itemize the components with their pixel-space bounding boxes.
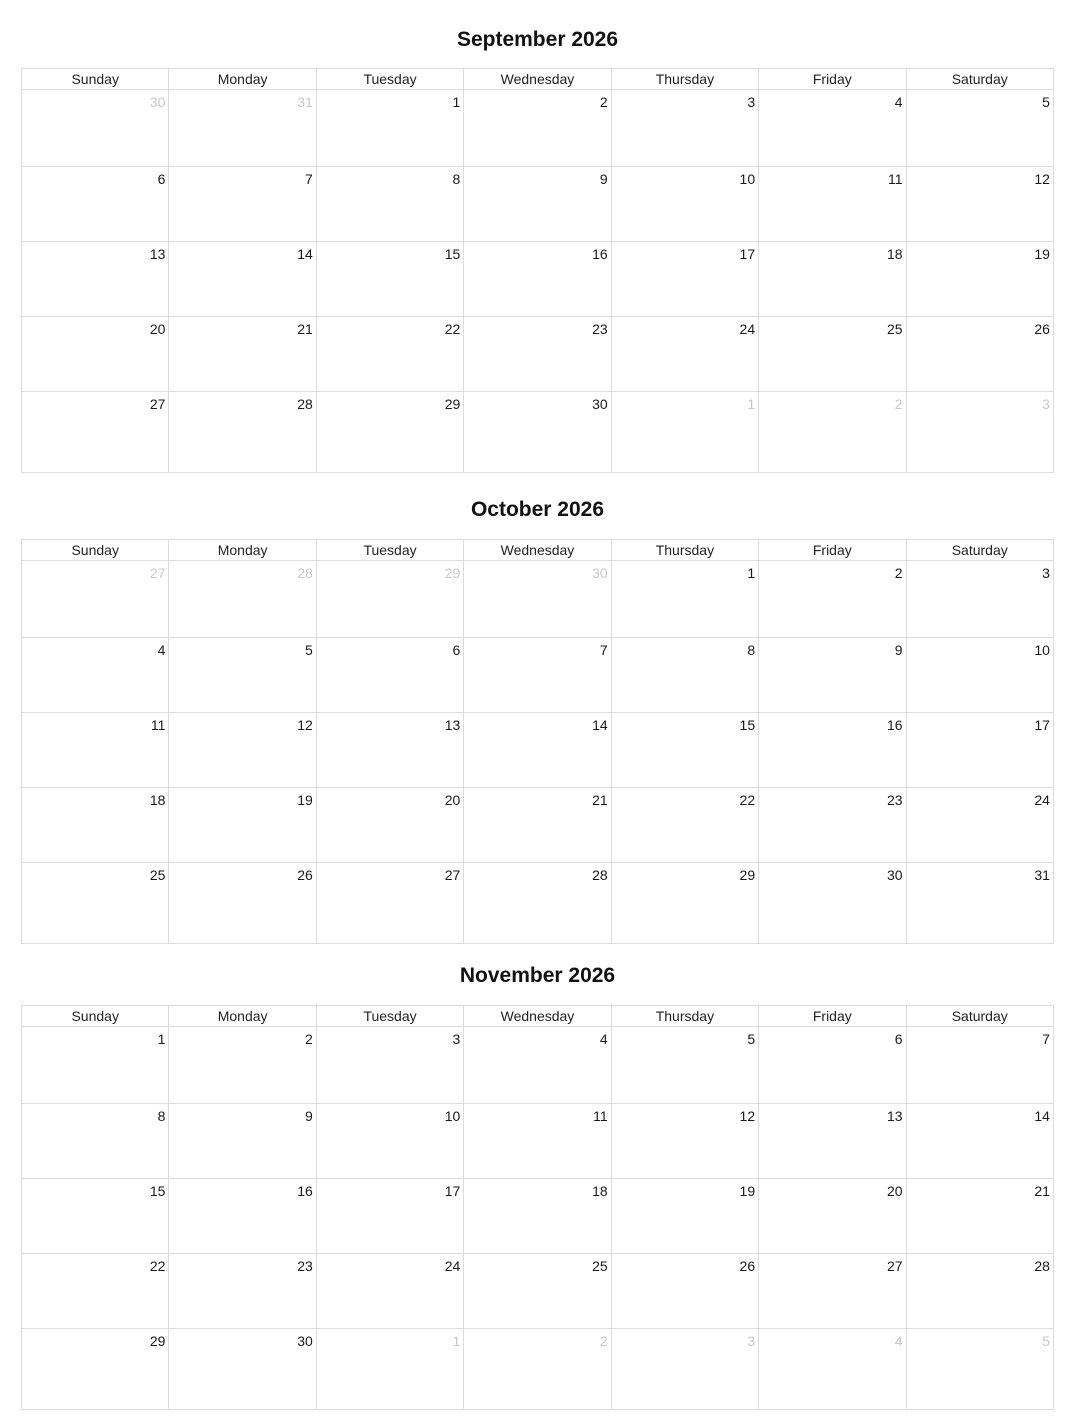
day-cell-adjacent-month[interactable] — [316, 1329, 463, 1409]
day-number: 23 — [592, 321, 608, 337]
day-cell[interactable] — [22, 1179, 168, 1253]
day-cell-adjacent-month[interactable] — [758, 392, 905, 472]
day-number: 27 — [149, 565, 166, 581]
week-row — [22, 561, 1053, 637]
day-number: 12 — [1034, 171, 1050, 187]
day-cell-adjacent-month[interactable] — [611, 392, 758, 472]
weekday-header-tuesday: Tuesday — [316, 540, 463, 560]
day-cell[interactable] — [758, 1104, 905, 1178]
day-number: 6 — [157, 171, 166, 187]
weekday-header-wednesday: Wednesday — [463, 1006, 610, 1026]
day-number: 2 — [305, 1031, 313, 1047]
day-cell[interactable] — [758, 713, 905, 787]
day-number: 9 — [599, 171, 608, 187]
day-number: 18 — [149, 792, 166, 808]
day-number: 3 — [747, 94, 756, 110]
day-number: 24 — [1034, 792, 1050, 808]
weekday-header-tuesday: Tuesday — [316, 1006, 463, 1026]
day-cell-adjacent-month[interactable] — [22, 561, 168, 637]
day-number: 1 — [452, 94, 461, 110]
weekday-header-thursday: Thursday — [611, 1006, 758, 1026]
day-number: 30 — [592, 396, 608, 412]
week-row — [22, 1103, 1053, 1178]
day-cell[interactable] — [906, 317, 1053, 391]
day-cell-adjacent-month[interactable] — [611, 1329, 758, 1409]
day-number: 23 — [886, 792, 903, 808]
day-cell[interactable] — [22, 392, 168, 472]
day-cell[interactable] — [168, 1027, 315, 1103]
day-number: 29 — [444, 565, 461, 581]
day-number: 13 — [444, 717, 461, 733]
day-cell[interactable] — [758, 1254, 905, 1328]
day-cell[interactable] — [611, 1104, 758, 1178]
day-number: 20 — [444, 792, 461, 808]
day-cell[interactable] — [758, 788, 905, 862]
day-cell[interactable] — [906, 713, 1053, 787]
day-number: 11 — [593, 1108, 608, 1124]
day-cell[interactable] — [758, 638, 905, 712]
day-number: 18 — [886, 246, 903, 262]
day-cell[interactable] — [463, 392, 610, 472]
day-cell[interactable] — [22, 317, 168, 391]
day-number: 2 — [599, 1333, 608, 1349]
week-row — [22, 862, 1053, 943]
day-cell[interactable] — [22, 1254, 168, 1328]
day-cell[interactable] — [463, 317, 610, 391]
day-cell[interactable] — [316, 1179, 463, 1253]
day-cell[interactable] — [758, 863, 905, 943]
day-cell[interactable] — [906, 1104, 1053, 1178]
weekday-header-row — [22, 1006, 1053, 1027]
day-cell[interactable] — [316, 392, 463, 472]
day-number: 28 — [297, 565, 313, 581]
week-row — [22, 241, 1053, 316]
day-cell[interactable] — [316, 788, 463, 862]
day-number: 5 — [305, 642, 313, 658]
day-number: 26 — [297, 867, 313, 883]
weekday-header-sunday: Sunday — [71, 542, 119, 558]
day-cell[interactable] — [611, 167, 758, 241]
day-number: 3 — [747, 1333, 756, 1349]
day-cell[interactable] — [168, 392, 315, 472]
day-cell[interactable] — [758, 1179, 905, 1253]
weeks — [22, 561, 1053, 943]
day-number: 5 — [1042, 94, 1050, 110]
day-cell[interactable] — [906, 167, 1053, 241]
day-number: 30 — [297, 1333, 313, 1349]
day-cell[interactable] — [463, 1027, 610, 1103]
day-number: 14 — [1034, 1108, 1050, 1124]
day-cell[interactable] — [611, 788, 758, 862]
day-number: 27 — [444, 867, 461, 883]
day-number: 10 — [1034, 642, 1050, 658]
day-cell[interactable] — [316, 638, 463, 712]
day-cell[interactable] — [316, 242, 463, 316]
month-title: October 2026 — [470, 498, 605, 521]
day-number: 28 — [592, 867, 608, 883]
day-cell[interactable] — [758, 167, 905, 241]
day-number: 5 — [1042, 1333, 1050, 1349]
day-cell[interactable] — [463, 1254, 610, 1328]
day-number: 13 — [886, 1108, 903, 1124]
day-cell[interactable] — [316, 167, 463, 241]
calendar-grid — [21, 539, 1054, 944]
weekday-header-row — [22, 540, 1053, 561]
day-number: 4 — [894, 1333, 903, 1349]
day-cell[interactable] — [168, 863, 315, 943]
day-number: 10 — [739, 171, 756, 187]
day-number: 27 — [886, 1258, 903, 1274]
day-number: 4 — [894, 94, 903, 110]
day-number: 25 — [886, 321, 903, 337]
day-cell[interactable] — [611, 713, 758, 787]
day-number: 2 — [894, 565, 903, 581]
day-number: 13 — [149, 246, 166, 262]
day-cell[interactable] — [758, 90, 905, 166]
day-number: 6 — [894, 1031, 903, 1047]
day-number: 8 — [157, 1108, 166, 1124]
weekday-header-sunday: Sunday — [71, 71, 119, 87]
day-cell-adjacent-month[interactable] — [22, 90, 168, 166]
day-number: 1 — [747, 396, 756, 412]
day-cell[interactable] — [168, 317, 315, 391]
day-cell[interactable] — [316, 713, 463, 787]
month-title: September 2026 — [456, 28, 619, 51]
weekday-header-friday: Friday — [758, 540, 905, 560]
day-number: 2 — [894, 396, 903, 412]
day-number: 25 — [592, 1258, 608, 1274]
day-number: 29 — [739, 867, 756, 883]
day-cell[interactable] — [22, 788, 168, 862]
day-cell[interactable] — [168, 242, 315, 316]
weekday-header-monday: Monday — [168, 69, 315, 89]
day-number: 22 — [149, 1258, 166, 1274]
week-row — [22, 166, 1053, 241]
day-cell[interactable] — [906, 1254, 1053, 1328]
weekday-header-monday: Monday — [168, 540, 315, 560]
day-number: 20 — [886, 1183, 903, 1199]
weekday-header-tuesday: Tuesday — [316, 69, 463, 89]
day-number: 30 — [149, 94, 166, 110]
day-number: 21 — [1034, 1183, 1050, 1199]
day-cell[interactable] — [758, 317, 905, 391]
day-number: 15 — [444, 246, 461, 262]
day-cell[interactable] — [22, 1104, 168, 1178]
day-cell[interactable] — [168, 788, 315, 862]
day-cell[interactable] — [463, 863, 610, 943]
day-cell[interactable] — [463, 638, 610, 712]
day-number: 12 — [297, 717, 313, 733]
weeks — [22, 90, 1053, 472]
weekday-header-friday: Friday — [758, 1006, 905, 1026]
day-number: 8 — [452, 171, 461, 187]
day-number: 26 — [739, 1258, 756, 1274]
day-number: 8 — [747, 642, 756, 658]
day-cell[interactable] — [611, 561, 758, 637]
day-cell[interactable] — [316, 1027, 463, 1103]
day-cell[interactable] — [22, 242, 168, 316]
day-cell-adjacent-month[interactable] — [463, 561, 610, 637]
day-number: 4 — [157, 642, 166, 658]
day-number: 17 — [739, 246, 756, 262]
day-number: 9 — [894, 642, 903, 658]
day-number: 19 — [1034, 246, 1050, 262]
week-row — [22, 391, 1053, 472]
day-number: 28 — [1034, 1258, 1050, 1274]
weekday-header-saturday: Saturday — [906, 540, 1053, 560]
day-cell[interactable] — [611, 1027, 758, 1103]
day-number: 1 — [452, 1333, 461, 1349]
day-cell[interactable] — [316, 1254, 463, 1328]
day-number: 12 — [739, 1108, 756, 1124]
day-number: 10 — [444, 1108, 461, 1124]
day-cell[interactable] — [168, 638, 315, 712]
day-number: 19 — [297, 792, 313, 808]
day-cell[interactable] — [168, 1254, 315, 1328]
day-cell-adjacent-month[interactable] — [758, 1329, 905, 1409]
weekday-header-wednesday: Wednesday — [463, 540, 610, 560]
week-row — [22, 1328, 1053, 1409]
day-number: 17 — [1034, 717, 1050, 733]
day-number: 14 — [297, 246, 313, 262]
weekday-header-row — [22, 69, 1053, 90]
day-number: 31 — [1034, 867, 1050, 883]
day-cell-adjacent-month[interactable] — [463, 1329, 610, 1409]
day-number: 26 — [1034, 321, 1050, 337]
week-row — [22, 316, 1053, 391]
day-cell[interactable] — [611, 242, 758, 316]
day-cell[interactable] — [906, 242, 1053, 316]
day-number: 29 — [444, 396, 461, 412]
day-cell-adjacent-month[interactable] — [168, 90, 315, 166]
day-number: 24 — [444, 1258, 461, 1274]
day-number: 16 — [886, 717, 903, 733]
day-cell[interactable] — [316, 90, 463, 166]
day-number: 22 — [739, 792, 756, 808]
day-cell[interactable] — [22, 1027, 168, 1103]
day-number: 30 — [886, 867, 903, 883]
calendar-grid — [21, 1005, 1054, 1410]
day-cell[interactable] — [906, 1027, 1053, 1103]
day-number: 20 — [149, 321, 166, 337]
day-number: 1 — [157, 1031, 166, 1047]
day-cell[interactable] — [22, 638, 168, 712]
week-row — [22, 1178, 1053, 1253]
day-cell-adjacent-month[interactable] — [168, 561, 315, 637]
weeks — [22, 1027, 1053, 1409]
day-number: 18 — [592, 1183, 608, 1199]
day-number: 7 — [1042, 1031, 1050, 1047]
day-number: 2 — [599, 94, 608, 110]
day-number: 25 — [149, 867, 166, 883]
day-cell[interactable] — [906, 90, 1053, 166]
day-number: 16 — [297, 1183, 313, 1199]
day-cell[interactable] — [758, 242, 905, 316]
day-number: 16 — [592, 246, 608, 262]
weekday-header-wednesday: Wednesday — [463, 69, 610, 89]
day-cell[interactable] — [758, 1027, 905, 1103]
month-title: November 2026 — [459, 964, 616, 987]
day-cell[interactable] — [316, 1104, 463, 1178]
day-cell[interactable] — [463, 167, 610, 241]
day-cell[interactable] — [611, 317, 758, 391]
day-number: 21 — [297, 321, 313, 337]
day-cell[interactable] — [463, 1179, 610, 1253]
day-cell[interactable] — [22, 1329, 168, 1409]
day-cell[interactable] — [168, 1104, 315, 1178]
day-number: 5 — [747, 1031, 756, 1047]
day-cell[interactable] — [463, 90, 610, 166]
day-cell-adjacent-month[interactable] — [316, 561, 463, 637]
day-cell[interactable] — [906, 561, 1053, 637]
day-number: 9 — [305, 1108, 313, 1124]
day-number: 31 — [297, 94, 313, 110]
day-cell-adjacent-month[interactable] — [906, 1329, 1053, 1409]
day-number: 24 — [739, 321, 756, 337]
day-cell-adjacent-month[interactable] — [906, 392, 1053, 472]
day-cell[interactable] — [906, 638, 1053, 712]
day-number: 11 — [150, 717, 166, 733]
day-number: 14 — [592, 717, 608, 733]
day-cell[interactable] — [168, 713, 315, 787]
weekday-header-saturday: Saturday — [906, 69, 1053, 89]
weekday-header-friday: Friday — [758, 69, 905, 89]
day-number: 27 — [149, 396, 166, 412]
day-cell[interactable] — [463, 788, 610, 862]
day-number: 15 — [149, 1183, 166, 1199]
day-number: 23 — [297, 1258, 313, 1274]
day-cell[interactable] — [168, 1329, 315, 1409]
day-cell[interactable] — [611, 1179, 758, 1253]
day-number: 7 — [305, 171, 313, 187]
day-number: 22 — [444, 321, 461, 337]
day-number: 17 — [444, 1183, 461, 1199]
day-number: 30 — [592, 565, 608, 581]
day-number: 4 — [599, 1031, 608, 1047]
day-cell[interactable] — [22, 713, 168, 787]
day-number: 28 — [297, 396, 313, 412]
week-row — [22, 90, 1053, 166]
day-cell[interactable] — [168, 1179, 315, 1253]
day-cell[interactable] — [463, 713, 610, 787]
week-row — [22, 637, 1053, 712]
day-cell[interactable] — [758, 561, 905, 637]
day-cell[interactable] — [22, 863, 168, 943]
day-number: 1 — [747, 565, 756, 581]
week-row — [22, 712, 1053, 787]
calendar-grid — [21, 68, 1054, 473]
day-number: 6 — [452, 642, 461, 658]
weekday-header-monday: Monday — [168, 1006, 315, 1026]
day-number: 3 — [1042, 565, 1050, 581]
day-number: 15 — [739, 717, 756, 733]
day-cell[interactable] — [22, 167, 168, 241]
day-cell[interactable] — [463, 1104, 610, 1178]
week-row — [22, 1253, 1053, 1328]
day-cell[interactable] — [906, 1179, 1053, 1253]
weekday-header-saturday: Saturday — [906, 1006, 1053, 1026]
day-number: 29 — [149, 1333, 166, 1349]
day-number: 3 — [452, 1031, 461, 1047]
weekday-header-thursday: Thursday — [611, 69, 758, 89]
day-cell[interactable] — [906, 788, 1053, 862]
week-row — [22, 787, 1053, 862]
day-cell[interactable] — [316, 317, 463, 391]
day-number: 11 — [887, 171, 903, 187]
day-cell[interactable] — [316, 863, 463, 943]
weekday-header-thursday: Thursday — [611, 540, 758, 560]
weekday-header-sunday: Sunday — [71, 1008, 119, 1024]
week-row — [22, 1027, 1053, 1103]
day-cell[interactable] — [611, 863, 758, 943]
day-cell[interactable] — [463, 242, 610, 316]
day-cell[interactable] — [611, 90, 758, 166]
day-cell[interactable] — [168, 167, 315, 241]
day-number: 7 — [599, 642, 608, 658]
day-cell[interactable] — [611, 1254, 758, 1328]
day-number: 3 — [1042, 396, 1050, 412]
day-number: 21 — [592, 792, 608, 808]
day-number: 19 — [739, 1183, 756, 1199]
day-cell[interactable] — [906, 863, 1053, 943]
day-cell[interactable] — [611, 638, 758, 712]
